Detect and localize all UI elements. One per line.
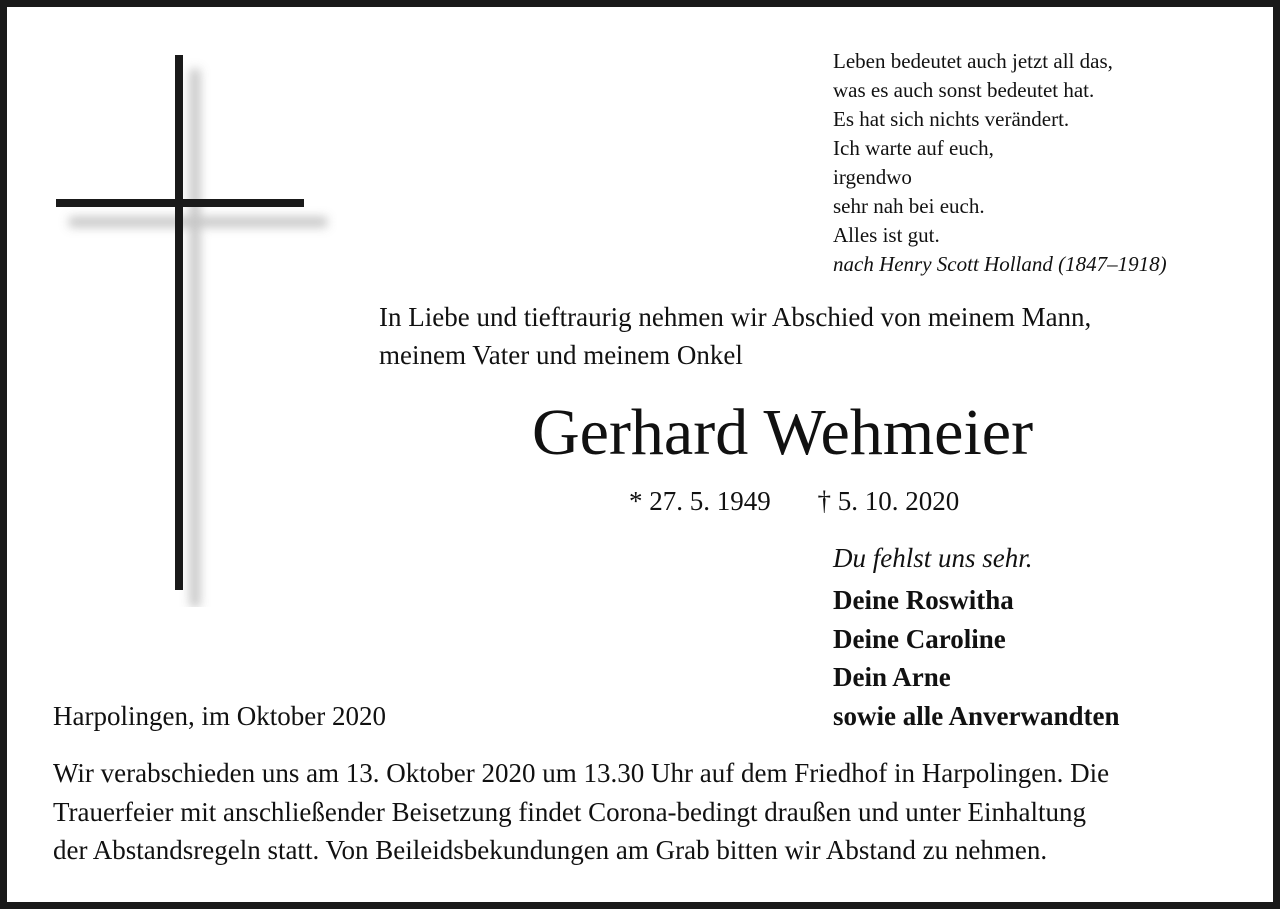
- poem-line: Ich warte auf euch,: [833, 136, 994, 160]
- notice-line: Trauerfeier mit anschließender Beisetzung findet Corona-bedingt draußen und unter Einhaltung: [53, 796, 1086, 827]
- signers: [833, 581, 1120, 735]
- intro-line: In Liebe und tieftraurig nehmen wir Abschied von meinem Mann,: [379, 302, 1092, 332]
- poem-line: Leben bedeutet auch jetzt all das,: [833, 49, 1113, 73]
- death-date: † 5. 10. 2020: [817, 486, 960, 516]
- notice-line: Wir verabschieden uns am 13. Oktober 2020 um 13.30 Uhr auf dem Friedhof in Harpolingen. Die: [53, 758, 1110, 788]
- signer: Deine Roswitha: [833, 585, 1014, 615]
- poem-line: Alles ist gut.: [833, 223, 940, 247]
- cross-icon: [47, 47, 337, 607]
- poem-attribution: nach Henry Scott Holland (1847–1918): [833, 252, 1167, 276]
- poem: [833, 47, 1273, 279]
- birth-date: * 27. 5. 1949: [629, 486, 771, 516]
- poem-line: irgendwo: [833, 165, 912, 189]
- poem-line: sehr nah bei euch.: [833, 194, 985, 218]
- signer: sowie alle Anverwandten: [833, 700, 1120, 731]
- intro-line: meinem Vater und meinem Onkel: [379, 340, 743, 370]
- place-date: Harpolingen, im Oktober 2020: [53, 701, 386, 731]
- poem-line: was es auch sonst bedeutet hat.: [833, 78, 1095, 102]
- deceased-name: Gerhard Wehmeier: [532, 396, 1034, 469]
- signer: Deine Caroline: [833, 623, 1006, 654]
- farewell-message: Du fehlst uns sehr.: [833, 543, 1033, 573]
- poem-line: Es hat sich nichts verändert.: [833, 107, 1070, 131]
- intro-text: [379, 298, 1259, 374]
- funeral-notice: [53, 754, 1248, 870]
- notice-line: der Abstandsregeln statt. Von Beileidsbekundungen am Grab bitten wir Abstand zu nehmen.: [53, 835, 1048, 865]
- signer: Dein Arne: [833, 662, 951, 692]
- life-dates: [629, 482, 959, 520]
